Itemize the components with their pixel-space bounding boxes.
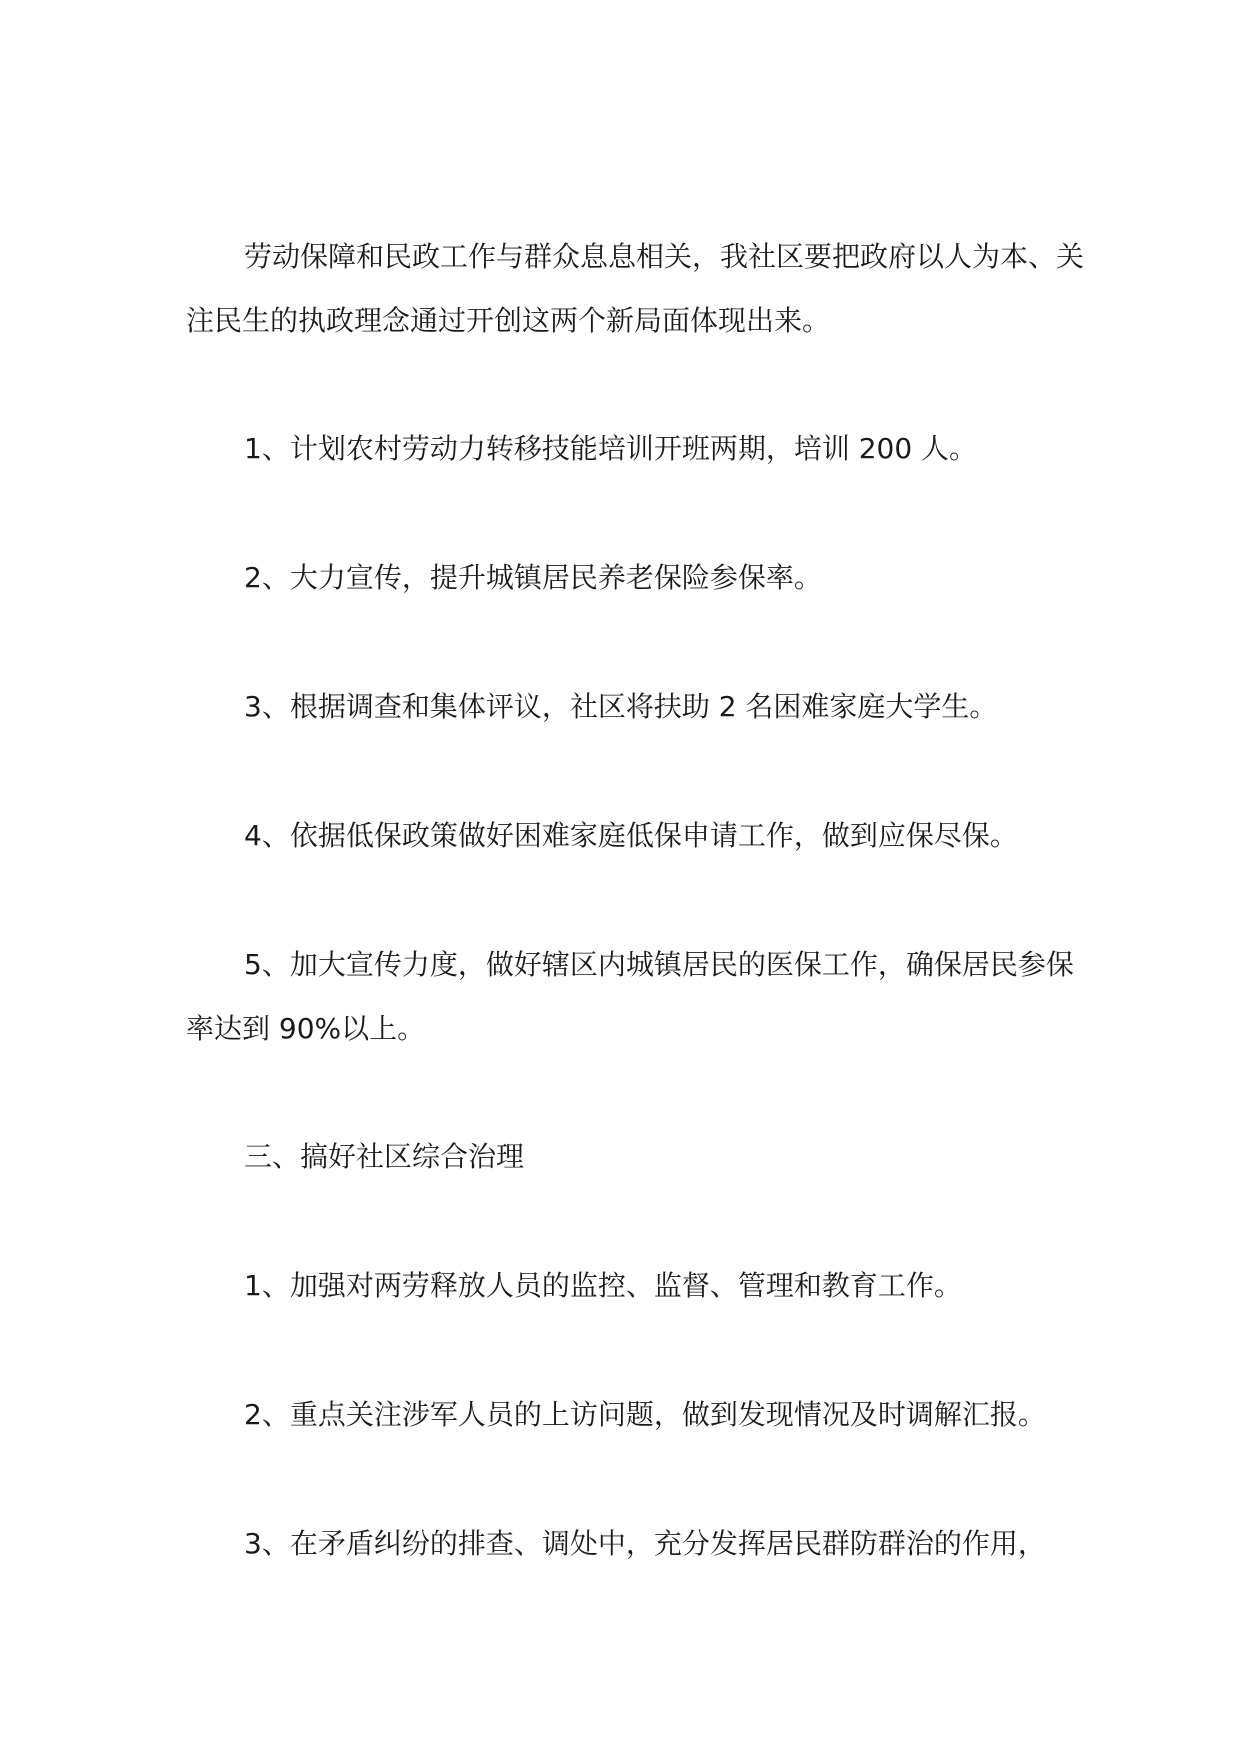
paragraph-intro: 劳动保障和民政工作与群众息息相关，我社区要把政府以人为本、关注民生的执政理念通过开创这两个新局面体现出来。 [186,240,1085,337]
paragraph-item-1: 1、计划农村劳动力转移技能培训开班两期，培训 200 人。 [244,432,978,465]
paragraph-section3-item-1: 1、加强对两劳释放人员的监控、监督、管理和教育工作。 [244,1269,962,1302]
document-body [186,225,1086,1641]
paragraph-item-5: 5、加大宣传力度，做好辖区内城镇居民的医保工作，确保居民参保率达到 90%以上。 [186,948,1074,1045]
paragraph-section3-item-2: 2、重点关注涉军人员的上访问题，做到发现情况及时调解汇报。 [244,1398,1046,1431]
paragraph-section3-item-3: 3、在矛盾纠纷的排查、调处中，充分发挥居民群防群治的作用， [244,1527,1046,1560]
paragraph-item-4: 4、依据低保政策做好困难家庭低保申请工作，做到应保尽保。 [244,819,1018,852]
section-heading-3: 三、搞好社区综合治理 [244,1140,525,1173]
paragraph-item-2: 2、大力宣传，提升城镇居民养老保险参保率。 [244,561,822,594]
paragraph-item-3: 3、根据调查和集体评议，社区将扶助 2 名困难家庭大学生。 [244,690,998,723]
